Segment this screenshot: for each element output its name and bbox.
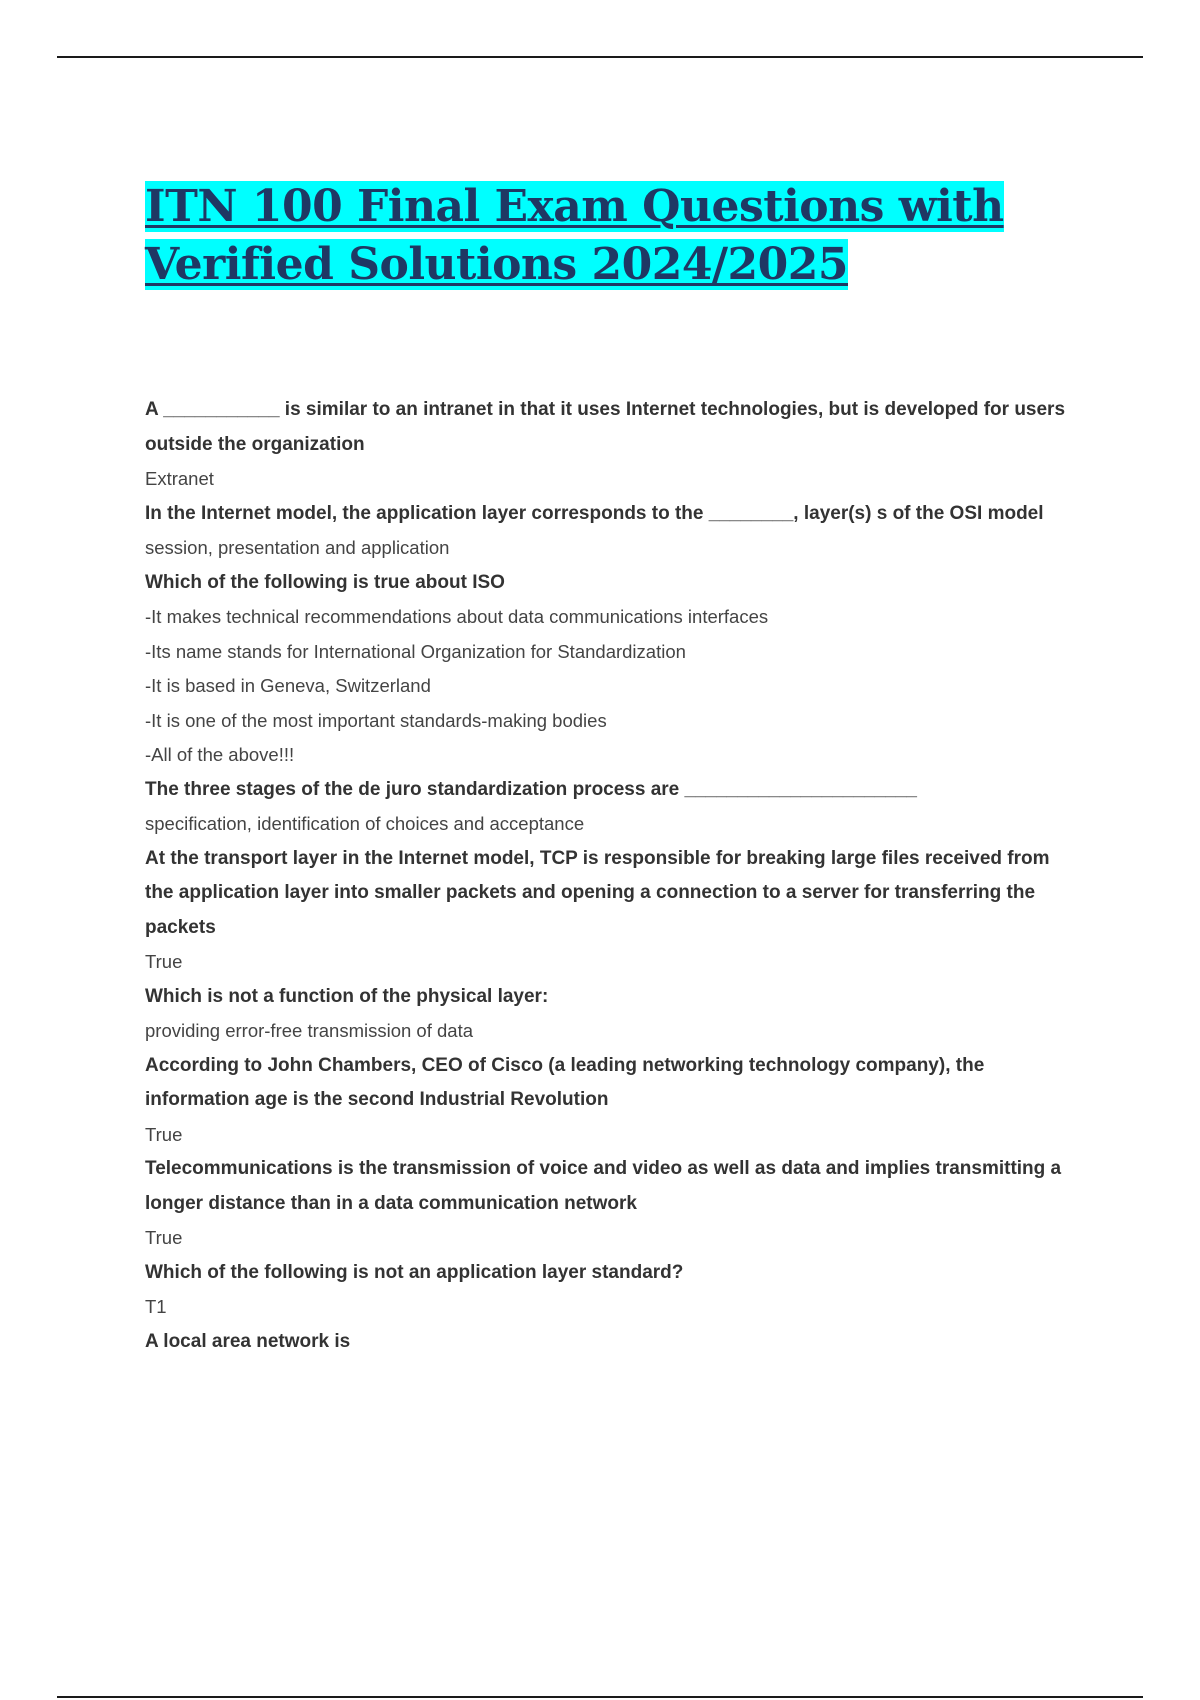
question-text: Telecommunications is the transmission of voice and video as well as data and implies transmitting a longer distance than in a data communication network — [145, 1158, 1062, 1214]
question-answer-list — [145, 393, 1075, 1359]
answer-text: specification, identification of choices and acceptance — [145, 813, 585, 834]
question-text: Which is not a function of the physical layer: — [145, 985, 549, 1007]
question-text: A ___________ is similar to an intranet in that it uses Internet technologies, but is developed for users outside the organization — [145, 399, 1066, 455]
answer-text: Extranet — [145, 468, 214, 489]
question-text: Which of the following is true about ISO — [145, 571, 505, 593]
answer-text: providing error-free transmission of data — [145, 1020, 474, 1041]
answer-text: session, presentation and application — [145, 537, 450, 558]
question-text: Which of the following is not an application layer standard? — [145, 1261, 684, 1283]
answer-text: True — [145, 951, 183, 972]
question-text: In the Internet model, the application layer corresponds to the ________, layer(s) s of the OSI model — [145, 502, 1044, 524]
question-text: According to John Chambers, CEO of Cisco (a leading networking technology company), the information age is the second Industrial Revolution — [145, 1054, 985, 1110]
question-text: At the transport layer in the Internet model, TCP is responsible for breaking large files received from the application layer into smaller packets and opening a connection to a server for transferring the packets — [145, 847, 1050, 938]
answer-text: True — [145, 1227, 183, 1248]
answer-text: True — [145, 1123, 183, 1145]
footer-rule — [57, 1696, 1143, 1698]
answer-text: -All of the above!!! — [145, 744, 295, 765]
question-text: A local area network is — [145, 1330, 351, 1352]
title-line-2: Verified Solutions 2024/2025 — [145, 239, 848, 290]
header-rule — [57, 56, 1143, 58]
document-title — [145, 178, 1045, 294]
answer-text: -It is based in Geneva, Switzerland — [145, 675, 431, 696]
answer-text: -Its name stands for International Organization for Standardization — [145, 640, 686, 662]
answer-text: -It makes technical recommendations about data communications interfaces — [145, 606, 769, 627]
answer-text: T1 — [145, 1296, 167, 1317]
title-line-1: ITN 100 Final Exam Questions with — [145, 181, 1004, 232]
question-text: The three stages of the de juro standardization process are ______________________ — [145, 778, 917, 800]
answer-text: -It is one of the most important standards-making bodies — [145, 709, 607, 731]
